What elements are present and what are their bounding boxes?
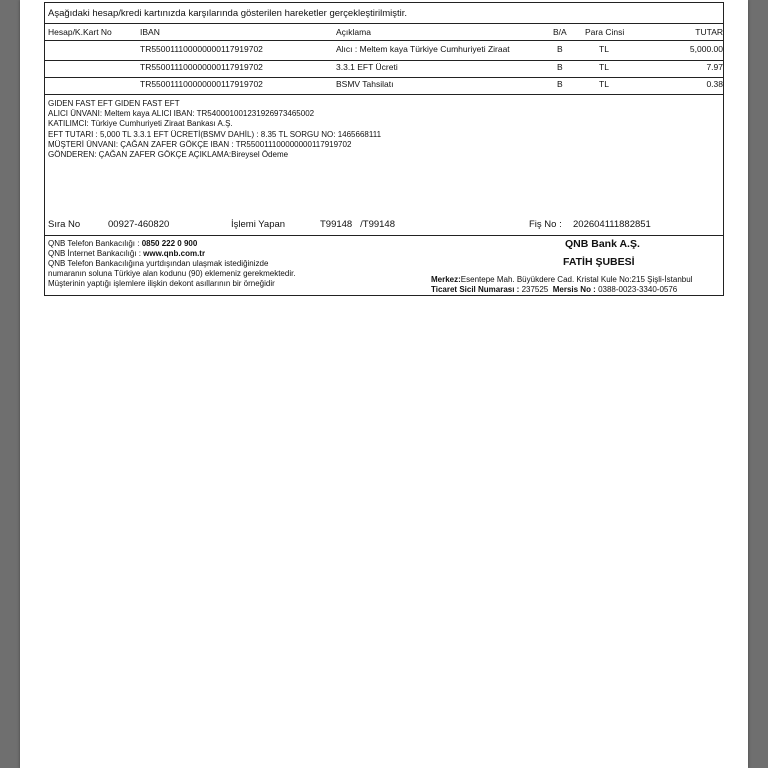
row-description: 3.3.1 EFT Ücreti	[336, 62, 398, 72]
col-header-ba: B/A	[553, 27, 567, 37]
divider	[45, 235, 723, 236]
fis-no-label: Fiş No :	[529, 219, 562, 230]
row-ba: B	[557, 79, 563, 89]
hq-label: Merkez:	[431, 275, 461, 284]
sira-no-label: Sıra No	[48, 219, 81, 230]
receipt-page	[20, 0, 748, 768]
divider	[45, 94, 723, 95]
divider	[45, 77, 723, 78]
row-amount: 7.97	[706, 62, 723, 72]
trade-registry-value: 237525	[521, 285, 549, 294]
detail-line: GIDEN FAST EFT GIDEN FAST EFT	[48, 99, 180, 108]
row-iban: TR550011100000000117919702	[140, 79, 263, 89]
detail-line: KATILIMCI: Türkiye Cumhuriyeti Ziraat Bankası A.Ş.	[48, 119, 233, 129]
row-description: BSMV Tahsilatı	[336, 79, 394, 89]
abroad-note-line: QNB Telefon Bankacılığına yurtdışından ulaşmak istediğinizde	[48, 259, 269, 268]
fis-no-value: 202604111882851	[573, 219, 651, 230]
bank-contact-block	[48, 239, 296, 289]
divider	[45, 60, 723, 61]
row-currency: TL	[599, 79, 609, 89]
branch-name: FATİH ŞUBESİ	[563, 256, 635, 268]
col-header-account: Hesap/K.Kart No	[48, 27, 112, 37]
registry-info	[431, 285, 677, 295]
detail-line: EFT TUTARI : 5,000 TL 3.3.1 EFT ÜCRETİ(BSMV DAHİL) : 8.35 TL SORGU NO: 1465668111	[48, 129, 382, 139]
row-amount: 5,000.00	[689, 44, 723, 54]
abroad-note-line: numaranın soluna Türkiye alan kodunu (90) eklemeniz gerekmektedir.	[48, 269, 296, 278]
detail-line: ALICI ÜNVANI: Meltem kaya ALICI IBAN: TR540001001231926973465002	[48, 109, 315, 119]
col-header-iban: IBAN	[140, 27, 160, 37]
internet-banking-label: QNB İnternet Bankacılığı :	[48, 249, 144, 258]
internet-banking-url: www.qnb.com.tr	[143, 249, 206, 258]
row-description: Alıcı : Meltem kaya Türkiye Cumhuriyeti Ziraat	[336, 44, 510, 54]
divider	[45, 23, 723, 24]
phone-banking-number: 0850 222 0 900	[141, 239, 198, 248]
detail-line: GÖNDEREN: ÇAĞAN ZAFER GÖKÇE AÇIKLAMA:Bireysel Ödeme	[48, 150, 289, 160]
row-currency: TL	[599, 62, 609, 72]
details-block	[48, 99, 381, 160]
detail-line: MÜŞTERİ ÜNVANI: ÇAĞAN ZAFER GÖKÇE IBAN : TR550011100000000117919702	[48, 139, 352, 149]
trade-registry-label: Ticaret Sicil Numarası :	[431, 285, 522, 294]
row-iban: TR550011100000000117919702	[140, 44, 263, 54]
receipt-notice: Müşterinin yaptığı işlemlere ilişkin dekont asıllarının bir örneğidir	[48, 279, 275, 288]
mersis-label: Mersis No :	[552, 285, 599, 294]
divider	[45, 40, 723, 41]
phone-banking-label: QNB Telefon Bankacılığı :	[48, 239, 142, 248]
islemi-yapan-label: İşlemi Yapan	[231, 219, 286, 230]
sira-no-value: 00927-460820	[108, 219, 170, 230]
hq-value: Esentepe Mah. Büyükdere Cad. Kristal Kule No:215 Şişli-İstanbul	[460, 275, 693, 284]
col-header-amount: TUTAR	[695, 27, 723, 37]
row-iban: TR550011100000000117919702	[140, 62, 263, 72]
transaction-receipt	[44, 2, 724, 296]
row-amount: 0.38	[706, 79, 723, 89]
row-ba: B	[557, 62, 563, 72]
row-currency: TL	[599, 44, 609, 54]
col-header-description: Açıklama	[336, 27, 371, 37]
intro-text: Aşağıdaki hesap/kredi kartınızda karşılarında gösterilen hareketler gerçekleştirilmiştir.	[48, 8, 408, 19]
bank-name: QNB Bank A.Ş.	[565, 238, 640, 250]
row-ba: B	[557, 44, 563, 54]
mersis-value: 0388-0023-3340-0576	[598, 285, 678, 294]
islemi-yapan-value: T99148 /T99148	[320, 219, 395, 230]
col-header-currency: Para Cinsi	[585, 27, 625, 37]
hq-address	[431, 275, 692, 285]
